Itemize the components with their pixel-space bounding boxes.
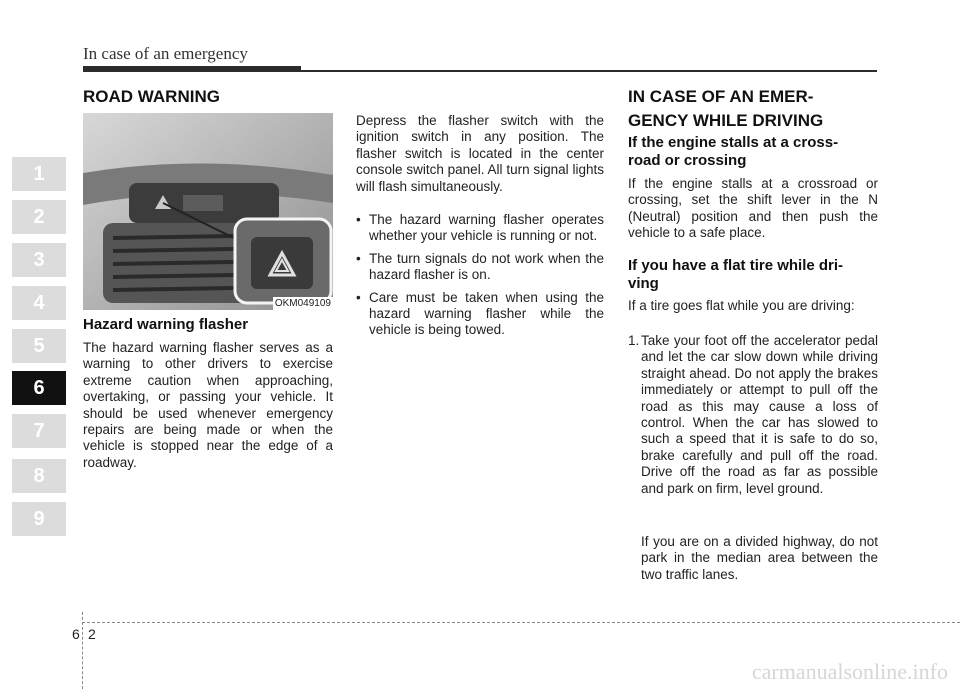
flat-tire-steps bbox=[628, 333, 878, 503]
subtitle-flat-tire-line-2: ving bbox=[628, 275, 659, 292]
section-title-emergency-line-2: GENCY WHILE DRIVING bbox=[628, 111, 824, 130]
bullet-text: The turn signals do not work when the hazard flasher is on. bbox=[369, 250, 604, 283]
chapter-tab-9[interactable]: 9 bbox=[12, 502, 66, 536]
flasher-bullet-list bbox=[356, 212, 604, 345]
chapter-tab-7[interactable]: 7 bbox=[12, 414, 66, 448]
bullet-dot: • bbox=[356, 250, 361, 266]
footer-chapter-number: 6 bbox=[72, 626, 80, 642]
header-rule-thin bbox=[301, 70, 877, 72]
chapter-tab-5[interactable]: 5 bbox=[12, 329, 66, 363]
bullet-text: The hazard warning flasher operates whether your vehicle is running or not. bbox=[369, 212, 604, 244]
chapter-tab-4[interactable]: 4 bbox=[12, 286, 66, 320]
flasher-switch-paragraph: Depress the flasher switch with the ignition switch in any position. The flasher switch is located in the center console switch panel. All turn signal lights will flash simultaneously. bbox=[356, 113, 604, 194]
step-text: Take your foot off the accelerator pedal and let the car slow down while driving straight ahead. Do not apply the brakes immediately or attempt to pull off the road as this may cause a loss of control. When the car has slowed to such a speed that it is safe to do so, brake carefully and pull off the road. Drive off the road as far as possible and park on firm, level ground. bbox=[641, 333, 878, 496]
chapter-tab-1[interactable]: 1 bbox=[12, 157, 66, 191]
site-watermark: carmanualsonline.info bbox=[751, 659, 948, 684]
footer-divider bbox=[82, 612, 83, 689]
subtitle-flat-tire-line-1: If you have a flat tire while dri- bbox=[628, 257, 844, 274]
hazard-switch-photo bbox=[83, 113, 333, 310]
bullet-dot: • bbox=[356, 289, 361, 305]
divided-highway-note: If you are on a divided highway, do not park in the median area between the two traffic lanes. bbox=[641, 534, 878, 582]
chapter-tab-8[interactable]: 8 bbox=[12, 459, 66, 493]
list-item bbox=[356, 212, 604, 245]
hazard-flasher-paragraph: The hazard warning flasher serves as a warning to other drivers to exercise extreme caution when approaching, overtaking, or passing your vehicle. It should be used whenever emergency repairs are being made or when the vehicle is stopped near the edge of a roadway. bbox=[83, 340, 333, 470]
chapter-tab-2[interactable]: 2 bbox=[12, 200, 66, 234]
subtitle-hazard-warning-flasher: Hazard warning flasher bbox=[83, 316, 249, 333]
chapter-tab-6[interactable]: 6 bbox=[12, 371, 66, 405]
bullet-text: Care must be taken when using the hazard warning flasher while the vehicle is being towed. bbox=[369, 289, 604, 338]
dashboard-illustration bbox=[83, 113, 333, 310]
list-item bbox=[356, 251, 604, 284]
flat-tire-intro: If a tire goes flat while you are driving: bbox=[628, 298, 855, 313]
subtitle-engine-stalls-line-2: road or crossing bbox=[628, 152, 747, 169]
step-number: 1. bbox=[628, 333, 640, 348]
section-title-emergency-line-1: IN CASE OF AN EMER- bbox=[628, 87, 814, 106]
bullet-dot: • bbox=[356, 212, 361, 227]
photo-code-label: OKM049109 bbox=[274, 298, 331, 309]
list-item bbox=[356, 290, 604, 339]
footer-page-number: 2 bbox=[88, 626, 96, 642]
running-header: In case of an emergency bbox=[83, 44, 248, 63]
header-rule-thick bbox=[83, 66, 301, 72]
footer-rule bbox=[82, 622, 960, 623]
section-title-road-warning: ROAD WARNING bbox=[83, 87, 220, 106]
list-item bbox=[628, 333, 878, 497]
subtitle-engine-stalls-line-1: If the engine stalls at a cross- bbox=[628, 134, 839, 151]
engine-stalls-paragraph: If the engine stalls at a crossroad or crossing, set the shift lever in the N (Neutral) position and then push the vehicle to a safe place. bbox=[628, 176, 878, 241]
chapter-tab-3[interactable]: 3 bbox=[12, 243, 66, 277]
